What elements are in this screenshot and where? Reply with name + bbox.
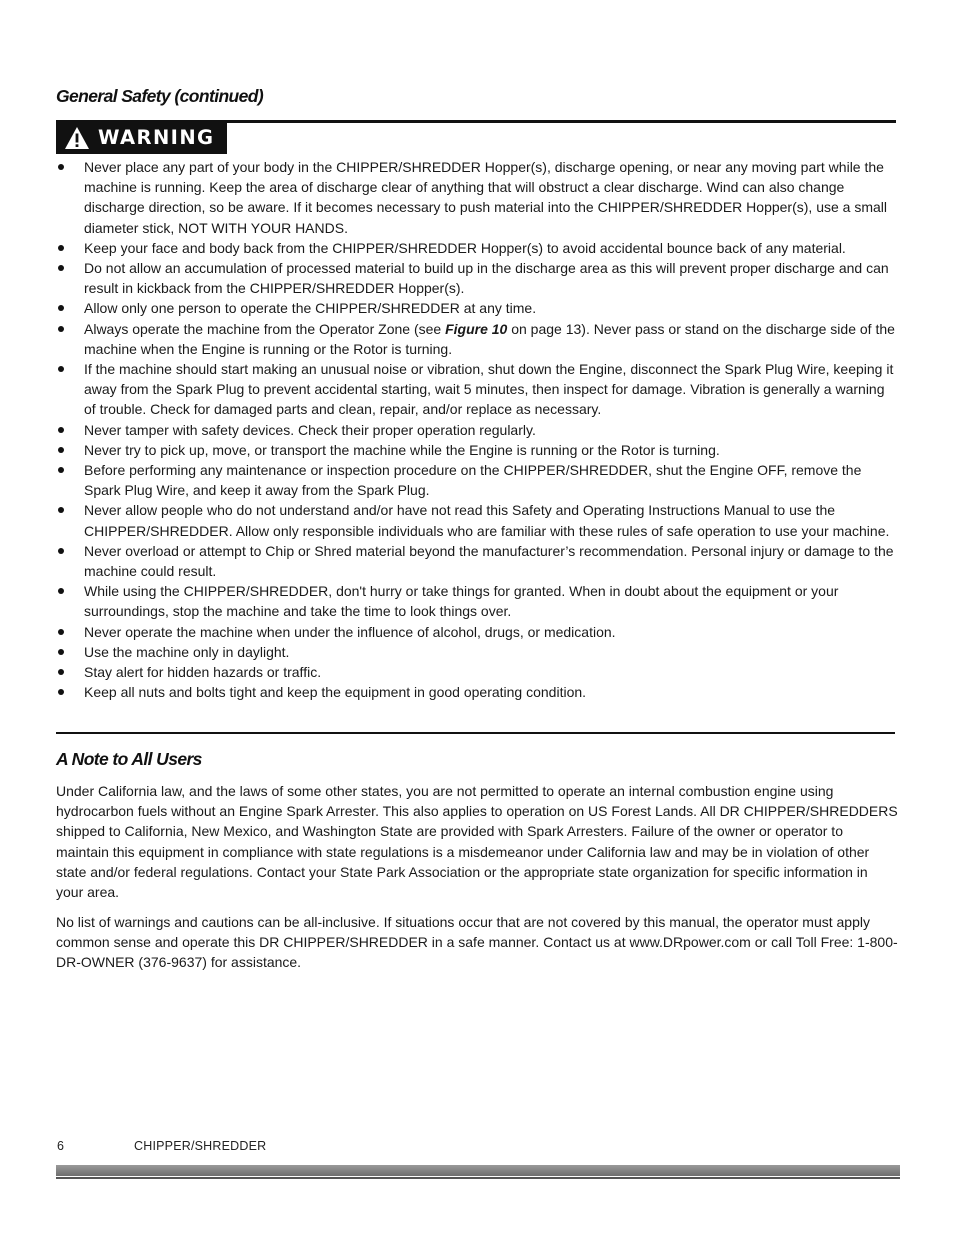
warning-triangle-icon (64, 126, 90, 150)
footer-product: CHIPPER/SHREDDER (134, 1139, 267, 1153)
page-number: 6 (57, 1139, 64, 1153)
list-item: Never operate the machine when under the influence of alcohol, drugs, or medication. (56, 622, 898, 642)
list-item: Never place any part of your body in the CHIPPER/SHREDDER Hopper(s), discharge opening, or near any moving part while the machine is running. Keep the area of discharge clear of anything that will obstruct a clear discharge. Wind can also change discharge direction, so be aware. If it becomes necessary to push material into the CHIPPER/SHREDDER Hopper(s), use a small diameter stick, NOT WITH YOUR HANDS. (56, 157, 898, 238)
safety-bullet-list (56, 157, 898, 702)
list-item: Keep all nuts and bolts tight and keep the equipment in good operating condition. (56, 682, 898, 702)
list-item: While using the CHIPPER/SHREDDER, don't hurry or take things for granted. When in doubt about the equipment or your surroundings, stop the machine and take the time to look things over. (56, 581, 898, 621)
list-item: Keep your face and body back from the CHIPPER/SHREDDER Hopper(s) to avoid accidental bounce back of any material. (56, 238, 898, 258)
warning-label: WARNING (98, 126, 215, 149)
list-item: Never overload or attempt to Chip or Shred material beyond the manufacturer’s recommendation. Personal injury or damage to the machine could result. (56, 541, 898, 581)
list-item: Never tamper with safety devices. Check their proper operation regularly. (56, 420, 898, 440)
paragraph: No list of warnings and cautions can be all-inclusive. If situations occur that are not covered by this manual, the operator must apply common sense and operate this DR CHIPPER/SHREDDER in a safe manner. Contact us at www.DRpower.com or call Toll Free: 1-800-DR-OWNER (376-9637) for assistance. (56, 914, 898, 971)
figure-reference: Figure 10 (445, 320, 508, 337)
list-item: Use the machine only in daylight. (56, 642, 898, 662)
section-heading: General Safety (continued) (56, 86, 264, 106)
list-item-text: on page 13). Never pass or stand on the discharge side of the machine when the Engine is running or the Rotor is turning. (84, 320, 895, 357)
list-item: Allow only one person to operate the CHIPPER/SHREDDER at any time. (56, 298, 898, 318)
list-item: Never try to pick up, move, or transport the machine while the Engine is running or the Rotor is turning. (56, 440, 898, 460)
list-item: Do not allow an accumulation of processed material to build up in the discharge area as this will prevent proper discharge and can result in kickback from the CHIPPER/SHREDDER Hopper(s). (56, 258, 898, 298)
list-item: Never allow people who do not understand and/or have not read this Safety and Operating Instructions Manual to use the CHIPPER/SHREDDER. Allow only responsible individuals who are familiar with these rules of safe operation to use your machine. (56, 500, 898, 540)
note-heading: A Note to All Users (56, 749, 202, 769)
warning-banner (56, 121, 227, 154)
footer-bar (56, 1165, 900, 1176)
paragraph: Under California law, and the laws of some other states, you are not permitted to operate an internal combustion engine using hydrocarbon fuels without an Engine Spark Arrester. This also applies to operation on US Forest Lands. All DR CHIPPER/SHREDDERS shipped to California, New Mexico, and Washington State are provided with Spark Arresters. Failure of the owner or operator to maintain this equipment in compliance with state regulations is a misdemeanor under California law and may be in violation of other state and/or federal regulations. Contact your State Park Association or the appropriate state organization for specific information in your area. (56, 783, 898, 901)
footer-rule (56, 1177, 900, 1179)
list-item: If the machine should start making an unusual noise or vibration, shut down the Engine, disconnect the Spark Plug Wire, keeping it away from the Spark Plug to prevent accidental starting, wait 5 minutes, then inspect for damage. Vibration is generally a warning of trouble. Check for damaged parts and clean, repair, and/or replace as necessary. (56, 359, 898, 420)
list-item: Before performing any maintenance or inspection procedure on the CHIPPER/SHREDDER, shut the Engine OFF, remove the Spark Plug Wire, and keep it away from the Spark Plug. (56, 460, 898, 500)
list-item: Stay alert for hidden hazards or traffic. (56, 662, 898, 682)
warning-end-rule (56, 732, 895, 734)
list-item-text: Always operate the machine from the Operator Zone (see (84, 320, 446, 337)
list-item (56, 319, 898, 359)
